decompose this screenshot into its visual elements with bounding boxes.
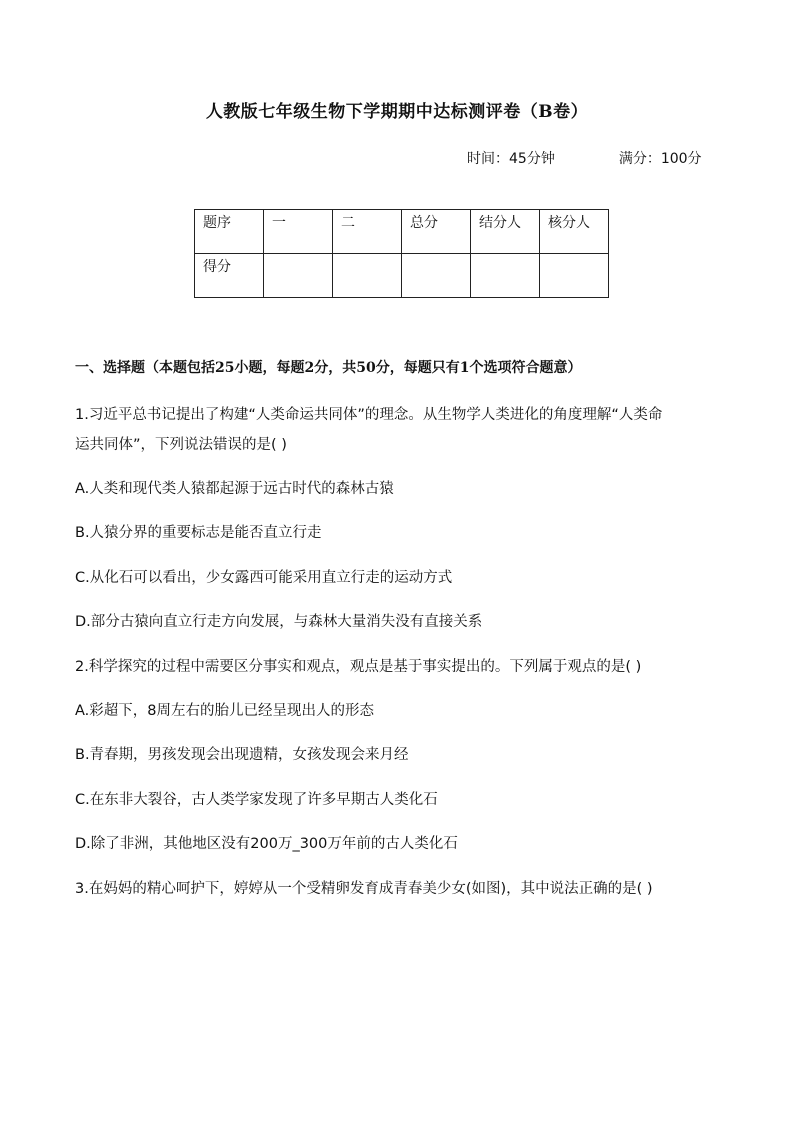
- question-2-option-c[interactable]: C.在东非大裂谷，古人类学家发现了许多早期古人类化石: [75, 792, 438, 808]
- question-2-option-d[interactable]: D.除了非洲，其他地区没有200万_300万年前的古人类化石: [75, 836, 458, 852]
- score-table-header-cell: 核分人: [540, 210, 609, 254]
- question-3-stem: 3.在妈妈的精心呵护下，婷婷从一个受精卵发育成青春美少女(如图)，其中说法正确的是( ): [75, 881, 653, 897]
- score-table-header-cell: 二: [333, 210, 402, 254]
- score-table-score-row: [195, 254, 609, 298]
- exam-time: 时间：45分钟: [467, 151, 555, 167]
- score-table-header-cell: 总分: [402, 210, 471, 254]
- section-heading: 一、选择题（本题包括25小题，每题2分，共50分，每题只有1个选项符合题意）: [75, 360, 582, 376]
- question-1-option-c[interactable]: C.从化石可以看出，少女露西可能采用直立行走的运动方式: [75, 570, 453, 586]
- score-cell-reviewer[interactable]: [540, 254, 609, 298]
- question-2-option-a[interactable]: A.彩超下，8周左右的胎儿已经呈现出人的形态: [75, 703, 374, 719]
- score-table-header-cell: 题序: [195, 210, 264, 254]
- score-table-header-row: [195, 210, 609, 254]
- question-1-option-a[interactable]: A.人类和现代类人猿都起源于远古时代的森林古猿: [75, 481, 394, 497]
- score-row-label: 得分: [195, 254, 264, 298]
- score-table-header-cell: 结分人: [471, 210, 540, 254]
- score-cell-section1[interactable]: [264, 254, 333, 298]
- question-1-stem-line-2: 运共同体”，下列说法错误的是( ): [75, 437, 287, 453]
- page-title: 人教版七年级生物下学期期中达标测评卷（B卷）: [205, 102, 589, 122]
- question-1-stem-line-1: 1.习近平总书记提出了构建“人类命运共同体”的理念。从生物学人类进化的角度理解“人类命: [75, 407, 663, 423]
- exam-meta: [467, 148, 702, 168]
- question-2-stem: 2.科学探究的过程中需要区分事实和观点，观点是基于事实提出的。下列属于观点的是( ): [75, 659, 642, 675]
- score-cell-total[interactable]: [402, 254, 471, 298]
- score-cell-section2[interactable]: [333, 254, 402, 298]
- question-1-option-b[interactable]: B.人猿分界的重要标志是能否直立行走: [75, 525, 322, 541]
- score-table-header-cell: 一: [264, 210, 333, 254]
- score-table: [194, 209, 609, 298]
- question-2-option-b[interactable]: B.青春期，男孩发现会出现遗精，女孩发现会来月经: [75, 747, 409, 763]
- score-cell-scorer[interactable]: [471, 254, 540, 298]
- exam-full-score: 满分：100分: [618, 151, 702, 167]
- question-1-option-d[interactable]: D.部分古猿向直立行走方向发展，与森林大量消失没有直接关系: [75, 614, 483, 630]
